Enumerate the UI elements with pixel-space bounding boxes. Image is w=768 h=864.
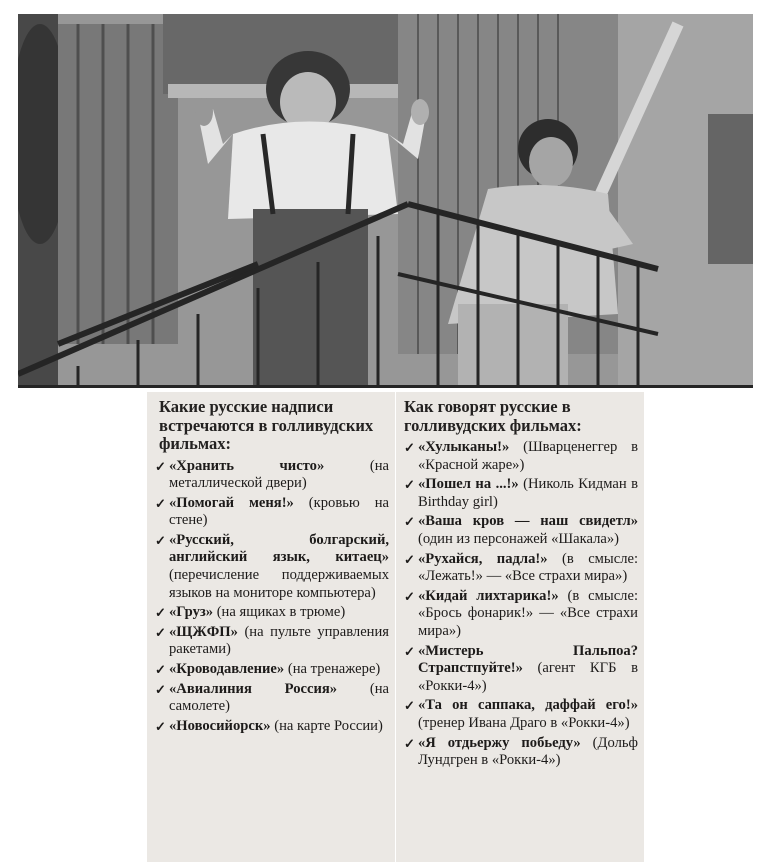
item-quote: «ЩЖФП»: [169, 623, 238, 640]
checkmark-icon: ✓: [155, 662, 166, 678]
speech-column: [396, 392, 644, 862]
checkmark-icon: ✓: [404, 588, 415, 604]
item-note: (один из персонажей «Шакала»): [418, 530, 620, 547]
item-note: (агент КГБ в «Рокки-4»): [418, 660, 638, 694]
item-note: (Шварценеггер в «Красной жаре»): [418, 439, 638, 473]
list-item: [404, 439, 638, 474]
item-note: (на ящиках в трюме): [213, 604, 346, 621]
list-item: [155, 532, 389, 602]
list-item: [404, 513, 638, 548]
list-item: [155, 661, 389, 679]
list-item: [404, 735, 638, 770]
checkmark-icon: ✓: [404, 551, 415, 567]
list-item: [404, 476, 638, 511]
item-note: (на металлической двери): [169, 457, 389, 492]
item-note: (Дольф Лундгрен в «Рокки-4»): [418, 734, 638, 769]
item-quote: «Мистерь Пальпоа? Страпстпуйте!»: [418, 642, 638, 677]
checkmark-icon: ✓: [155, 495, 166, 511]
item-quote: «Новосийорск»: [169, 717, 271, 734]
list-item: [155, 495, 389, 530]
speech-list: [404, 439, 638, 770]
item-note: (в смысле: «Лежать!» — «Все страхи мира»): [418, 550, 639, 585]
list-item: [155, 604, 389, 622]
inscriptions-list: [155, 458, 389, 736]
checkmark-icon: ✓: [404, 477, 415, 493]
checkmark-icon: ✓: [404, 440, 415, 455]
list-item: [155, 458, 389, 493]
checkmark-icon: ✓: [404, 698, 415, 714]
item-quote: «Та он саппака, даффай его!»: [418, 697, 638, 714]
checkmark-icon: ✓: [404, 735, 415, 751]
item-quote: «Кидай лихтарика!»: [418, 587, 559, 604]
list-item: [404, 551, 638, 586]
list-item: [404, 697, 638, 732]
list-item: [155, 718, 389, 736]
item-quote: «Русский, болгарский, английский язык, китаец»: [169, 531, 389, 566]
inscriptions-heading: Какие русские надписи встречаются в голливудских фильмах:: [159, 397, 374, 453]
item-note: (в смысле: «Брось фонарик!» — «Все страхи мира»): [418, 587, 638, 639]
item-quote: «Груз»: [169, 604, 214, 621]
item-quote: «Помогай меня!»: [169, 494, 294, 511]
item-note: (тренер Ивана Драго в «Рокки-4»): [418, 714, 630, 731]
item-note: (на тренажере): [284, 661, 381, 678]
list-item: [404, 643, 638, 696]
item-quote: «Пошел на ...!»: [418, 476, 519, 493]
inscriptions-column: [147, 392, 395, 862]
checkmark-icon: ✓: [155, 718, 166, 734]
checkmark-icon: ✓: [155, 681, 166, 697]
item-quote: «Ваша кров — наш свидетл»: [418, 513, 638, 530]
item-quote: «Хранить чисто»: [169, 457, 325, 474]
item-note: (Николь Кидман в Birthday girl): [418, 476, 638, 510]
item-quote: «Авиалиния Россия»: [169, 680, 338, 697]
movie-still-photo: [18, 14, 753, 388]
item-note: (на самолете): [169, 680, 389, 715]
checkmark-icon: ✓: [155, 532, 166, 548]
checkmark-icon: ✓: [404, 514, 415, 530]
item-quote: «Я отдьержу побьеду»: [418, 734, 581, 751]
item-quote: «Кроводавление»: [169, 661, 285, 678]
item-note: (на пульте управления ракетами): [169, 623, 389, 658]
checkmark-icon: ✓: [155, 605, 166, 621]
speech-heading: Как говорят русские в голливудских фильмах:: [404, 397, 582, 435]
list-item: [404, 588, 638, 641]
checkmark-icon: ✓: [404, 643, 415, 659]
item-note: (перечисление поддерживаемых языков на мониторе компьютера): [169, 567, 389, 601]
item-quote: «Рухайся, падла!»: [418, 550, 548, 567]
item-note: (на карте России): [270, 717, 383, 734]
item-note: (кровью на стене): [169, 494, 389, 529]
checkmark-icon: ✓: [155, 458, 166, 474]
checkmark-icon: ✓: [155, 624, 166, 640]
list-item: [155, 624, 389, 659]
item-quote: «Хулыканы!»: [418, 439, 510, 455]
list-item: [155, 681, 389, 716]
